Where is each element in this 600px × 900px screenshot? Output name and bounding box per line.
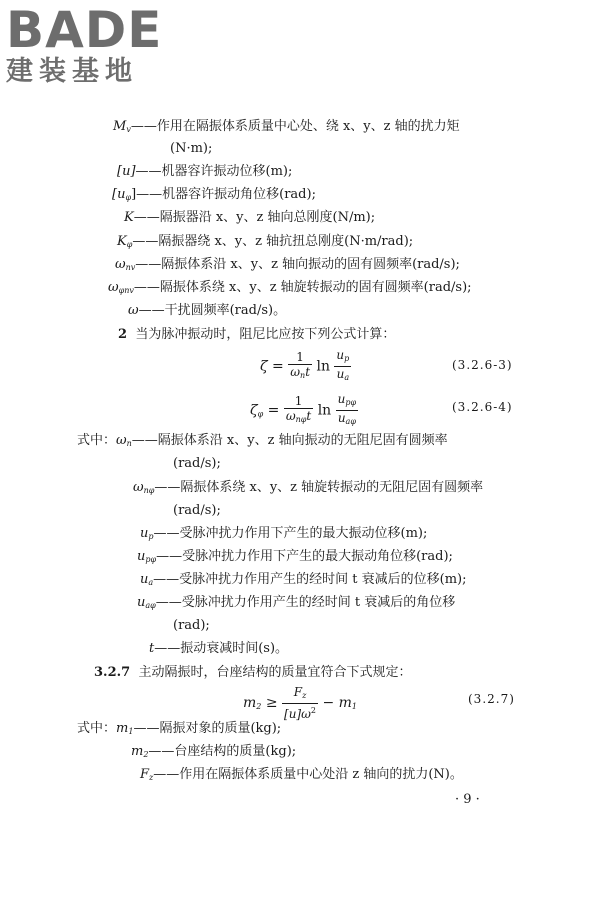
def-up: $u_p——$受脉冲扰力作用下产生的最大振动位移(m); xyxy=(140,526,428,541)
def-ua: $u_a——$受脉冲扰力作用产生的经时间 t 衰减后的位移(m); xyxy=(140,572,467,587)
equation-number: (3.2.6-3) xyxy=(452,358,513,372)
logo-wordmark: BADE xyxy=(6,1,163,59)
def-mv-unit: (N·m); xyxy=(170,141,213,156)
fraction: $\frac{u_{p\varphi}}{u_{a\varphi}}$ xyxy=(337,392,357,426)
equation-3-2-6-4: $\zeta_\varphi$ = $\frac{1}{\omega_{n\varphi}t}$ ln $\frac{u_{p\varphi}}{u_{a\varphi}}$ xyxy=(250,392,358,429)
fraction: $\frac{1}{\omega_nt}$ xyxy=(290,350,311,380)
def-m2: $m_2——$台座结构的质量(kg); xyxy=(131,744,297,759)
fraction: $\frac{1}{\omega_{n\varphi}t}$ xyxy=(285,394,312,424)
def-k-phi: $K_\varphi——$隔振器绕 x、y、z 轴抗扭总刚度(N·m/rad); xyxy=(117,234,414,249)
def-u-phi: $[u_\varphi]——$机器容许振动角位移(rad); xyxy=(112,187,316,202)
def-u: [u]——机器容许振动位移(m); xyxy=(117,164,293,179)
def-omega-phinv: $\omega_{\varphi nv}——$隔振体系绕 x、y、z 轴旋转振动的固有圆频率(rad/s); xyxy=(108,280,472,295)
def-upphi: $u_{p\varphi}——$受脉冲扰力作用下产生的最大振动角位移(rad); xyxy=(137,549,453,564)
bade-logo xyxy=(6,1,176,88)
def-uaphi: $u_{a\varphi}——$受脉冲扰力作用产生的经时间 t 衰减后的角位移 xyxy=(137,595,456,610)
fraction: $\frac{u_p}{u_a}$ xyxy=(336,348,350,382)
def-omega-nphi-unit: (rad/s); xyxy=(173,503,221,518)
item-2: 2 当为脉冲振动时，阻尼比应按下列公式计算： xyxy=(118,327,396,342)
def-omega-nphi: $\omega_{n\varphi}——$隔振体系绕 x、y、z 轴旋转振动的无阻尼固有圆频率 xyxy=(133,480,484,495)
def-m1: 式中：$m_1——$隔振对象的质量(kg); xyxy=(77,721,282,736)
def-omega-n: 式中：$\omega_n——$隔振体系沿 x、y、z 轴向振动的无阻尼固有圆频率 xyxy=(77,433,448,448)
def-omega-n-unit: (rad/s); xyxy=(173,456,221,471)
logo-subtitle: 建装基地 xyxy=(6,56,138,87)
equation-number: (3.2.7) xyxy=(468,692,515,706)
equation-3-2-7: $m_2$ ≥ $\frac{F_z}{[u]\omega^2}$ − $m_1$ xyxy=(243,685,358,721)
def-t: t——振动衰减时间(s)。 xyxy=(149,641,289,656)
clause-3-2-7: 3.2.7 主动隔振时，台座结构的质量宜符合下式规定： xyxy=(94,665,412,680)
def-omega-nv: $\omega_{nv}——$隔振体系沿 x、y、z 轴向振动的固有圆频率(rad/s); xyxy=(115,257,460,272)
def-mv: $M_v——$作用在隔振体系质量中心处、绕 x、y、z 轴的扰力矩 xyxy=(113,119,460,134)
def-uaphi-unit: (rad); xyxy=(173,618,210,633)
equation-number: (3.2.6-4) xyxy=(452,400,513,414)
def-fz: $F_z——$作用在隔振体系质量中心处沿 z 轴向的扰力(N)。 xyxy=(140,767,463,782)
def-k: K——隔振器沿 x、y、z 轴向总刚度(N/m); xyxy=(124,210,376,225)
def-omega: ω——干扰圆频率(rad/s)。 xyxy=(128,303,287,318)
equation-3-2-6-3: ζ = $\frac{1}{\omega_nt}$ ln $\frac{u_p}{u_a}$ xyxy=(260,348,351,385)
fraction: $\frac{F_z}{[u]\omega^2}$ xyxy=(284,685,316,721)
page-number: · 9 · xyxy=(455,792,480,807)
